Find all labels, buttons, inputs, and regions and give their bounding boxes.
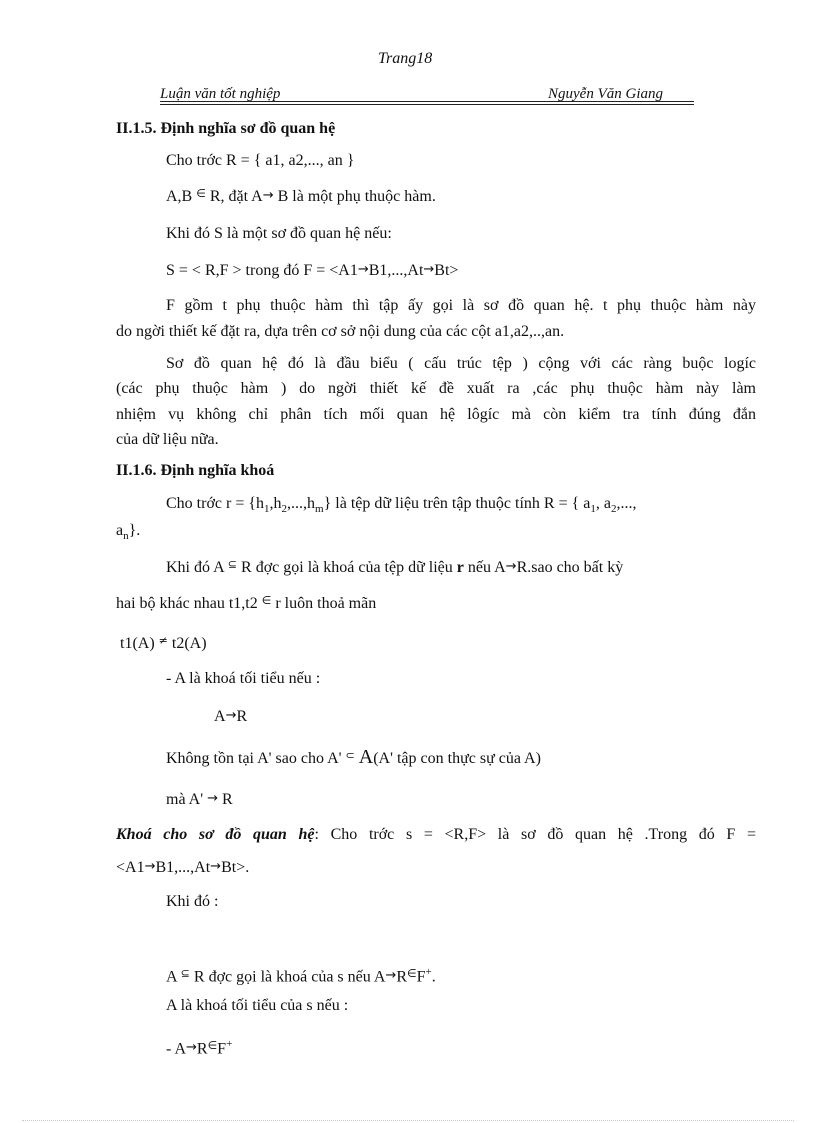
sec1-line-3: Khi đó S là một sơ đồ quan hệ nếu: xyxy=(166,225,392,242)
sec3-line-3: Khi đó : xyxy=(166,893,219,910)
sec2-line-6: - A là khoá tối tiểu nếu : xyxy=(166,670,321,687)
footer-dotted-line xyxy=(22,1120,794,1121)
header-left: Luận văn tốt nghiệp xyxy=(160,86,281,102)
sec2-line-2: $a_n$}. xyxy=(116,522,141,543)
sec1-para-2b: (các phụ thuộc hàm ) do ngời thiết kế đề xuất ra ,các phụ thuộc hàm này làm xyxy=(116,380,756,397)
element-of-symbol: ∈ xyxy=(196,187,206,200)
page-number xyxy=(378,49,432,69)
sec3-line-1: Khoá cho sơ đồ quan hệ: Cho trớc s = <R,F> là sơ đồ quan hệ .Trong đó F = xyxy=(116,826,756,843)
sec1-line-2: A,B ∈ R, đặt A→ B là một phụ thuộc hàm. xyxy=(166,187,436,205)
sec2-line-9: mà A' → R xyxy=(166,791,233,808)
section-heading-1-5: II.1.5. Định nghĩa sơ đồ quan hệ xyxy=(116,120,336,137)
sec3-line-4: A ⊆ R đợc gọi là khoá của s nếu A→R∈F+. xyxy=(166,966,436,986)
sec2-line-4: hai bộ khác nhau t1,t2 ∈ r luôn thoả mãn xyxy=(116,594,377,612)
sec3-title: Khoá cho sơ đồ quan hệ xyxy=(116,826,315,843)
sec1-line-4: S = < R,F > trong đó F = <A1→B1,...,At→Bt> xyxy=(166,262,459,279)
sec1-para-2a: Sơ đồ quan hệ đó là đầu biểu ( cấu trúc tệp ) cộng với các ràng buộc logíc xyxy=(166,355,756,372)
arrow-symbol: → xyxy=(262,188,274,203)
sec2-line-5: t1(A) ≠ t2(A) xyxy=(120,634,207,652)
sec2-line-8: Không tồn tại A' sao cho A' ⊂ A(A' tập con thực sự của A) xyxy=(166,746,541,768)
header-rule xyxy=(160,101,694,102)
page-label: Trang xyxy=(378,50,417,67)
section-heading-1-6: II.1.6. Định nghĩa khoá xyxy=(116,462,275,479)
sec2-line-7: A→R xyxy=(214,708,248,725)
sec3-line-6: - A→R∈F+ xyxy=(166,1038,233,1058)
sec2-line-1: Cho trớc $r = \{h_1,h_2,...,h_m\}$ là tệp dữ liệu trên tập thuộc tính R = { $a_1$, $a_2$,..., xyxy=(166,495,637,516)
sec3-line-5: A là khoá tối tiểu của s nếu : xyxy=(166,997,349,1014)
sec1-line-1: Cho trớc R = { a1, a2,..., an } xyxy=(166,152,355,169)
header-rule-2 xyxy=(160,104,694,105)
sec1-para-2d: của dữ liệu nữa. xyxy=(116,431,219,448)
page-number-value: 18 xyxy=(416,50,433,67)
sec3-line-2: <A1→B1,...,At→Bt>. xyxy=(116,859,250,876)
sec1-para-1b: do ngời thiết kế đặt ra, dựa trên cơ sở nội dung của các cột a1,a2,..,an. xyxy=(116,323,565,340)
sec1-para-2c: nhiệm vụ không chỉ phân tích mối quan hệ lôgíc mà còn kiểm tra tính đúng đắn xyxy=(116,406,756,423)
header-right: Nguyễn Văn Giang xyxy=(548,86,663,102)
sec2-line-3: Khi đó A ⊆ R đợc gọi là khoá của tệp dữ liệu r nếu A→R.sao cho bất kỳ xyxy=(166,558,624,576)
sec1-para-1a: F gồm t phụ thuộc hàm thì tập ấy gọi là sơ đồ quan hệ. t phụ thuộc hàm này xyxy=(166,297,756,314)
